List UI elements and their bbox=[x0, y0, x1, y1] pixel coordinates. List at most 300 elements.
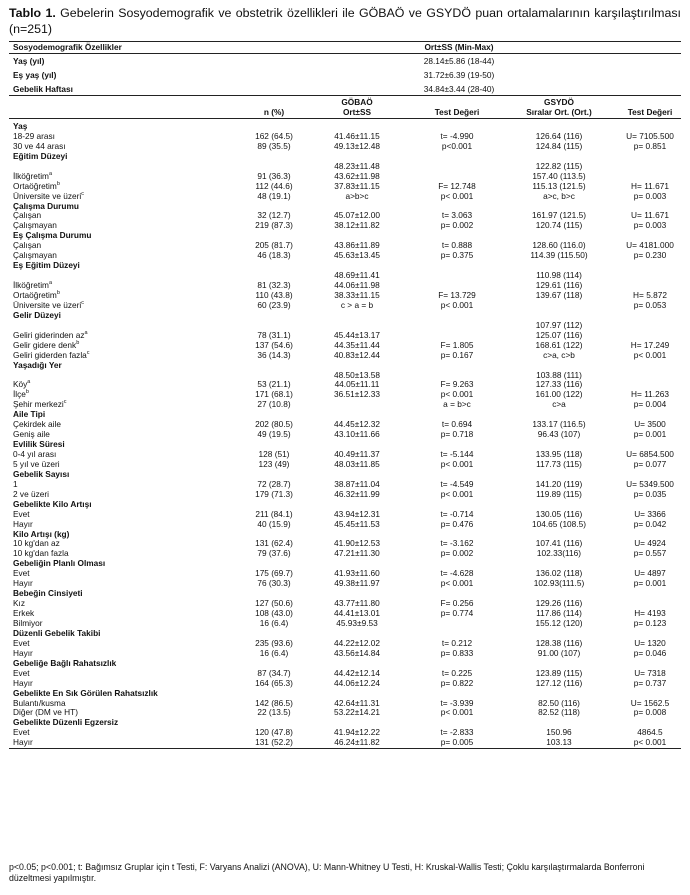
superscript: a bbox=[84, 329, 88, 336]
gobao-cell: 41.46±11.15 bbox=[334, 130, 380, 141]
row-label-text: Üniversite ve üzeri bbox=[13, 190, 82, 201]
superscript: b bbox=[76, 339, 80, 346]
row-label-text: Eş Çalışma Durumu bbox=[13, 230, 92, 241]
gsydo-cell: c>a bbox=[552, 399, 566, 410]
test2-cell: H= 11.671 bbox=[631, 180, 669, 191]
test1-cell: t= -3.162 bbox=[440, 538, 474, 549]
gobao-cell: 38.12±11.82 bbox=[334, 220, 380, 231]
gobao-cell: 40.49±11.37 bbox=[334, 449, 380, 460]
n-pct-cell: 110 (43.8) bbox=[255, 289, 293, 300]
row-label-text: 10 kg'dan az bbox=[13, 538, 60, 549]
table-row bbox=[9, 181, 681, 191]
test2-cell: p= 0.737 bbox=[633, 677, 667, 688]
row-label bbox=[13, 419, 61, 429]
n-pct-cell: 16 (6.4) bbox=[259, 618, 289, 628]
n-pct-cell: 89 (35.5) bbox=[257, 140, 291, 151]
test1-cell: t= -5.144 bbox=[440, 449, 474, 460]
test1-cell: p= 0.822 bbox=[440, 677, 474, 688]
row-label bbox=[13, 300, 84, 310]
gobao-cell: 53.22±14.21 bbox=[333, 707, 381, 718]
test2-cell: U= 4181.000 bbox=[626, 240, 674, 251]
test1-cell: p= 0.002 bbox=[440, 548, 474, 559]
demo-header-left: Sosyodemografik Özellikler bbox=[13, 42, 122, 52]
table-row bbox=[9, 678, 681, 688]
row-label-text: Gebeliğin Planlı Olması bbox=[13, 558, 106, 569]
row-label bbox=[13, 171, 52, 181]
row-label bbox=[13, 678, 33, 688]
gsydo-cell: 128.38 (116) bbox=[535, 637, 583, 648]
row-label-text: Yaşadığı Yer bbox=[13, 359, 62, 370]
row-label bbox=[13, 191, 84, 201]
col-gobao: GÖBAÖ bbox=[341, 97, 373, 107]
row-label-text: Erkek bbox=[13, 608, 35, 619]
row-label bbox=[13, 548, 69, 558]
demo-bottom-rule bbox=[9, 95, 681, 96]
row-label bbox=[13, 618, 43, 628]
table-row bbox=[9, 171, 681, 181]
gobao-cell: 48.03±11.85 bbox=[334, 458, 380, 469]
row-label-text: Çalışmayan bbox=[13, 220, 57, 231]
row-label-text: Evlilik Süresi bbox=[13, 439, 65, 450]
row-label-text: Gebelik Sayısı bbox=[13, 468, 70, 479]
gobao-cell: 36.51±12.33 bbox=[333, 389, 381, 400]
gsydo-cell: 110.98 (114) bbox=[536, 270, 582, 281]
gobao-cell: 44.05±11.11 bbox=[334, 379, 380, 390]
test1-cell: p= 0.005 bbox=[440, 737, 474, 748]
table-row bbox=[9, 131, 681, 141]
test1-cell: p= 0.002 bbox=[440, 220, 474, 231]
test1-cell: t= 0.888 bbox=[441, 240, 473, 251]
gsydo-cell: 123.89 (115) bbox=[535, 667, 583, 678]
gobao-cell: 45.63±13.45 bbox=[333, 250, 381, 261]
table-row bbox=[9, 648, 681, 658]
table-row bbox=[9, 141, 681, 151]
section-title bbox=[13, 201, 79, 211]
test2-cell: p= 0.851 bbox=[633, 140, 667, 151]
n-pct-cell: 16 (6.4) bbox=[259, 647, 289, 658]
section-title bbox=[13, 360, 62, 370]
gobao-cell: 46.24±11.82 bbox=[334, 737, 380, 748]
n-pct-cell: 131 (52.2) bbox=[255, 737, 293, 748]
table-row bbox=[9, 489, 681, 499]
row-label bbox=[13, 240, 41, 250]
n-pct-cell: 162 (64.5) bbox=[255, 130, 293, 141]
table-row bbox=[9, 419, 681, 429]
demo-value: 34.84±3.44 (28-40) bbox=[423, 84, 495, 94]
test1-cell: p= 0.167 bbox=[440, 349, 474, 360]
row-label-text: Ortaöğretim bbox=[13, 180, 57, 191]
n-pct-cell: 137 (54.6) bbox=[255, 339, 293, 350]
test2-cell: H= 5.872 bbox=[633, 289, 667, 300]
test2-cell: p= 0.004 bbox=[633, 399, 667, 410]
superscript: c bbox=[86, 349, 90, 356]
demo-row bbox=[9, 84, 681, 94]
gsydo-cell: 136.02 (118) bbox=[535, 568, 583, 579]
section-title bbox=[13, 529, 69, 539]
n-pct-cell: 27 (10.8) bbox=[257, 399, 291, 410]
row-label bbox=[13, 290, 60, 300]
table-row bbox=[9, 459, 681, 469]
row-label bbox=[13, 429, 50, 439]
test2-cell: p= 0.230 bbox=[633, 250, 667, 261]
caption-text: Gebelerin Sosyodemografik ve obstetrik özellikleri ile GÖBAÖ ve GSYDÖ puan ortalamalarının karşılaştırılması (n=251) bbox=[9, 6, 681, 36]
gobao-cell: c > a = b bbox=[340, 299, 374, 310]
row-label-text: 18-29 arası bbox=[13, 130, 55, 141]
test2-cell: p= 0.001 bbox=[633, 578, 667, 589]
test2-cell: p< 0.001 bbox=[633, 349, 667, 360]
test1-cell: F= 1.805 bbox=[440, 339, 474, 350]
demo-row bbox=[9, 70, 681, 80]
gobao-cell: 43.94±12.31 bbox=[333, 508, 381, 519]
test1-cell: p< 0.001 bbox=[440, 707, 474, 718]
test2-cell: p= 0.053 bbox=[633, 299, 667, 310]
section-title bbox=[13, 558, 105, 568]
gsydo-cell: 157.40 (113.5) bbox=[532, 170, 586, 181]
row-label-text: Düzenli Gebelik Takibi bbox=[13, 627, 101, 638]
row-label-text: Geliri giderden fazla bbox=[13, 349, 87, 360]
table-row bbox=[9, 578, 681, 588]
row-label bbox=[13, 449, 56, 459]
test1-cell: t= -0.714 bbox=[440, 508, 474, 519]
n-pct-cell: 46 (18.3) bbox=[257, 250, 291, 261]
table-row bbox=[9, 519, 681, 529]
table-row bbox=[9, 320, 681, 330]
row-label bbox=[13, 181, 60, 191]
gsydo-cell: 124.84 (115) bbox=[535, 140, 583, 151]
gsydo-cell: 168.61 (122) bbox=[535, 339, 583, 350]
section-title bbox=[13, 230, 91, 240]
test2-cell: p= 0.035 bbox=[633, 488, 667, 499]
test2-cell: p< 0.001 bbox=[633, 737, 667, 748]
gsydo-cell: 91.00 (107) bbox=[537, 647, 581, 658]
row-label bbox=[13, 638, 30, 648]
table-caption bbox=[9, 5, 681, 37]
n-pct-cell: 81 (32.3) bbox=[257, 280, 291, 291]
gsydo-cell: 103.13 bbox=[546, 737, 572, 748]
demo-value: 31.72±6.39 (19-50) bbox=[423, 70, 495, 80]
row-label-text: Hayır bbox=[13, 578, 33, 589]
table-row bbox=[9, 399, 681, 409]
test1-cell: p< 0.001 bbox=[440, 578, 474, 589]
row-label-text: Çalışma Durumu bbox=[13, 200, 79, 211]
n-pct-cell: 22 (13.5) bbox=[257, 707, 291, 718]
section-header-row bbox=[9, 310, 681, 320]
gobao-cell: 45.07±12.00 bbox=[333, 210, 381, 221]
table-row bbox=[9, 290, 681, 300]
gsydo-cell: 115.13 (121.5) bbox=[532, 180, 586, 191]
table-row bbox=[9, 270, 681, 280]
caption-label: Tablo 1. bbox=[9, 6, 56, 20]
n-pct-cell: 171 (68.1) bbox=[255, 389, 293, 400]
test2-cell: p= 0.003 bbox=[633, 220, 667, 231]
table-row bbox=[9, 250, 681, 260]
row-label bbox=[13, 479, 18, 489]
gobao-cell: 41.90±12.53 bbox=[333, 538, 381, 549]
row-label bbox=[13, 280, 52, 290]
section-header-row bbox=[9, 529, 681, 539]
row-label-text: Ortaöğretim bbox=[13, 289, 57, 300]
n-pct-cell: 142 (86.5) bbox=[255, 697, 293, 708]
test2-cell: U= 3500 bbox=[634, 419, 666, 430]
gsydo-cell: 125.07 (116) bbox=[535, 329, 583, 340]
n-pct-cell: 87 (34.7) bbox=[257, 667, 291, 678]
row-label bbox=[13, 648, 33, 658]
test2-cell: U= 7105.500 bbox=[626, 130, 674, 141]
demo-header-rule bbox=[9, 53, 681, 54]
col-gsydo: GSYDÖ bbox=[544, 97, 574, 107]
table-row bbox=[9, 668, 681, 678]
gsydo-cell: 120.74 (115) bbox=[535, 220, 583, 231]
test2-cell: p= 0.046 bbox=[633, 647, 667, 658]
row-label-text: Kilo Artışı (kg) bbox=[13, 528, 70, 539]
n-pct-cell: 127 (50.6) bbox=[255, 598, 293, 609]
column-header-rule bbox=[9, 118, 681, 119]
row-label bbox=[13, 131, 55, 141]
gsydo-cell: 141.20 (119) bbox=[535, 478, 583, 489]
row-label-text: Gebelikte Kilo Artışı bbox=[13, 498, 92, 509]
n-pct-cell: 49 (19.5) bbox=[257, 429, 291, 440]
test1-cell: p<0.001 bbox=[441, 140, 473, 151]
table-row bbox=[9, 210, 681, 220]
row-label-text: Bilmiyor bbox=[13, 618, 43, 628]
gsydo-cell: 117.86 (114) bbox=[536, 608, 582, 619]
gobao-cell: 38.87±11.04 bbox=[334, 478, 380, 489]
table-row bbox=[9, 220, 681, 230]
gobao-cell: 44.35±11.44 bbox=[334, 339, 380, 350]
row-label bbox=[13, 379, 30, 389]
test1-cell: F= 9.263 bbox=[440, 379, 474, 390]
gobao-cell: 41.93±11.60 bbox=[334, 568, 380, 579]
test2-cell: H= 11.263 bbox=[631, 389, 669, 400]
table-row bbox=[9, 280, 681, 290]
row-label-text: İlköğretim bbox=[13, 280, 49, 291]
test1-cell: t= -4.990 bbox=[440, 130, 474, 141]
gsydo-cell: 82.52 (118) bbox=[538, 707, 580, 718]
row-label-text: Kız bbox=[13, 598, 25, 609]
table-row bbox=[9, 240, 681, 250]
test1-cell: p< 0.001 bbox=[440, 299, 474, 310]
row-label bbox=[13, 330, 88, 340]
n-pct-cell: 48 (19.1) bbox=[257, 190, 291, 201]
demo-label: Eş yaş (yıl) bbox=[13, 70, 57, 80]
table-row bbox=[9, 598, 681, 608]
gobao-cell: 44.06±11.98 bbox=[334, 280, 380, 291]
n-pct-cell: 72 (28.7) bbox=[257, 478, 291, 489]
n-pct-cell: 36 (14.3) bbox=[257, 349, 291, 360]
row-label bbox=[13, 568, 30, 578]
row-label-text: Eğitim Düzeyi bbox=[13, 150, 68, 161]
section-header-row bbox=[9, 558, 681, 568]
gsydo-cell: 155.12 (120) bbox=[535, 618, 583, 628]
row-label-text: Hayır bbox=[13, 677, 33, 688]
row-label bbox=[13, 210, 41, 220]
superscript: b bbox=[56, 180, 60, 187]
demo-header-row bbox=[9, 42, 681, 52]
test1-cell: p< 0.001 bbox=[440, 190, 474, 201]
row-label-text: Diğer (DM ve HT) bbox=[13, 707, 78, 718]
section-header-row bbox=[9, 717, 681, 727]
n-pct-cell: 53 (21.1) bbox=[257, 379, 291, 390]
section-title bbox=[13, 588, 83, 598]
row-label bbox=[13, 399, 66, 409]
row-label bbox=[13, 350, 90, 360]
row-label-text: Geliri giderinden az bbox=[13, 329, 85, 340]
gobao-cell: 48.50±13.58 bbox=[333, 369, 381, 380]
row-label-text: Geniş aile bbox=[13, 429, 50, 440]
row-label bbox=[13, 608, 34, 618]
section-header-row bbox=[9, 658, 681, 668]
demo-label: Gebelik Haftası bbox=[13, 84, 73, 94]
row-label bbox=[13, 707, 78, 717]
table-row bbox=[9, 727, 681, 737]
n-pct-cell: 202 (80.5) bbox=[255, 419, 293, 430]
table-row bbox=[9, 191, 681, 201]
gsydo-cell: 126.64 (116) bbox=[535, 130, 583, 141]
row-label-text: İlköğretim bbox=[13, 170, 49, 181]
table-row bbox=[9, 638, 681, 648]
gobao-cell: a>b>c bbox=[345, 190, 369, 201]
n-pct-cell: 123 (49) bbox=[258, 458, 290, 469]
test1-cell: p= 0.375 bbox=[440, 250, 474, 261]
section-header-row bbox=[9, 439, 681, 449]
gsydo-cell: 133.95 (118) bbox=[535, 449, 583, 460]
section-header-row bbox=[9, 151, 681, 161]
section-title bbox=[13, 121, 27, 131]
row-label-text: Çekirdek aile bbox=[13, 419, 61, 430]
test1-cell: F= 13.729 bbox=[438, 289, 476, 300]
test2-cell: H= 17.249 bbox=[630, 339, 670, 350]
gsydo-cell: 96.43 (107) bbox=[537, 429, 581, 440]
test2-cell: p= 0.008 bbox=[633, 707, 667, 718]
test1-cell: F= 12.748 bbox=[438, 180, 476, 191]
col-gobao-sub: Ort±SS bbox=[342, 107, 372, 117]
superscript: c bbox=[81, 190, 84, 197]
n-pct-cell: 164 (65.3) bbox=[255, 677, 293, 688]
gsydo-cell: 129.26 (116) bbox=[535, 598, 583, 609]
test2-cell: U= 6854.500 bbox=[626, 449, 674, 460]
row-label-text: 1 bbox=[13, 478, 18, 489]
n-pct-cell: 179 (71.3) bbox=[255, 488, 293, 499]
test2-cell: U= 11.671 bbox=[631, 210, 669, 221]
table-row bbox=[9, 737, 681, 747]
section-header-row bbox=[9, 230, 681, 240]
section-header-row bbox=[9, 628, 681, 638]
gobao-cell: 44.42±12.14 bbox=[333, 667, 381, 678]
gobao-cell: 40.83±12.44 bbox=[333, 349, 381, 360]
gobao-cell: 47.21±11.30 bbox=[334, 548, 380, 559]
row-label-text: Evet bbox=[13, 667, 30, 678]
n-pct-cell: 91 (36.3) bbox=[257, 170, 291, 181]
test1-cell: t= 3.063 bbox=[441, 210, 473, 221]
table-row bbox=[9, 509, 681, 519]
test1-cell: t= 0.225 bbox=[441, 667, 473, 678]
table-row bbox=[9, 370, 681, 380]
gobao-cell: 44.06±12.24 bbox=[333, 677, 381, 688]
row-label-text: 30 ve 44 arası bbox=[13, 140, 66, 151]
section-header-row bbox=[9, 201, 681, 211]
test1-cell: p< 0.001 bbox=[440, 458, 474, 469]
row-label-text: İlçe bbox=[13, 389, 26, 400]
section-header-row bbox=[9, 588, 681, 598]
table-row bbox=[9, 698, 681, 708]
row-label-text: Evet bbox=[13, 568, 30, 579]
row-label bbox=[13, 727, 30, 737]
row-label-text: 5 yıl ve üzeri bbox=[13, 458, 60, 469]
superscript: a bbox=[48, 170, 53, 177]
row-label bbox=[13, 578, 33, 588]
row-label-text: 10 kg'dan fazla bbox=[13, 548, 69, 559]
test2-cell: p= 0.123 bbox=[633, 618, 667, 628]
row-label bbox=[13, 668, 30, 678]
gobao-cell: 42.64±11.31 bbox=[334, 697, 380, 708]
gsydo-cell: 127.12 (116) bbox=[535, 677, 583, 688]
gobao-cell: 43.62±11.98 bbox=[334, 170, 380, 181]
gobao-cell: 48.23±11.48 bbox=[334, 160, 380, 171]
gsydo-cell: 139.67 (118) bbox=[535, 289, 583, 300]
n-pct-cell: 112 (44.6) bbox=[255, 180, 293, 191]
col-test1: Test Değeri bbox=[434, 107, 480, 117]
section-title bbox=[13, 499, 92, 509]
column-header-row-1 bbox=[9, 97, 681, 107]
gobao-cell: 37.83±11.15 bbox=[334, 180, 380, 191]
gsydo-cell: 150.96 bbox=[546, 727, 572, 738]
row-label-text: Hayır bbox=[13, 647, 33, 658]
row-label-text: Gebelikte En Sık Görülen Rahatsızlık bbox=[13, 687, 158, 698]
section-header-row bbox=[9, 469, 681, 479]
test1-cell: t= -2.833 bbox=[440, 727, 474, 738]
test1-cell: t= -3.939 bbox=[440, 697, 474, 708]
gobao-cell: 43.77±11.80 bbox=[334, 598, 380, 609]
table-row bbox=[9, 479, 681, 489]
test2-cell: p= 0.001 bbox=[633, 429, 667, 440]
row-label bbox=[13, 141, 66, 151]
demo-label: Yaş (yıl) bbox=[13, 56, 45, 66]
row-label-text: 2 ve üzeri bbox=[13, 488, 49, 499]
section-title bbox=[13, 628, 100, 638]
gobao-cell: 43.10±11.66 bbox=[334, 429, 380, 440]
test2-cell: U= 3366 bbox=[634, 508, 666, 519]
row-label bbox=[13, 389, 29, 399]
section-header-row bbox=[9, 409, 681, 419]
gobao-cell: 41.94±12.22 bbox=[333, 727, 381, 738]
table-row bbox=[9, 429, 681, 439]
column-header-row-2 bbox=[9, 107, 681, 117]
gsydo-cell: 133.17 (116.5) bbox=[532, 419, 586, 430]
gsydo-cell: 102.33(116) bbox=[536, 548, 582, 559]
section-header-row bbox=[9, 688, 681, 698]
gsydo-cell: 103.88 (111) bbox=[536, 369, 582, 380]
table-row bbox=[9, 379, 681, 389]
row-label-text: Eş Eğitim Düzeyi bbox=[13, 260, 80, 271]
table-row bbox=[9, 568, 681, 578]
test1-cell: p= 0.718 bbox=[440, 429, 474, 440]
row-label bbox=[13, 489, 49, 499]
gsydo-cell: 102.93(111.5) bbox=[533, 578, 585, 589]
gobao-cell: 45.44±13.17 bbox=[333, 329, 381, 340]
test1-cell: p< 0.001 bbox=[440, 389, 474, 400]
row-label bbox=[13, 737, 33, 747]
test2-cell: U= 4897 bbox=[634, 568, 666, 579]
table-row bbox=[9, 389, 681, 399]
n-pct-cell: 219 (87.3) bbox=[255, 220, 293, 231]
n-pct-cell: 60 (23.9) bbox=[257, 299, 291, 310]
table-row bbox=[9, 548, 681, 558]
table-row bbox=[9, 330, 681, 340]
test1-cell: p= 0.774 bbox=[440, 608, 474, 619]
gsydo-cell: 127.33 (116) bbox=[535, 379, 583, 390]
test2-cell: p= 0.003 bbox=[633, 190, 667, 201]
n-pct-cell: 131 (62.4) bbox=[255, 538, 293, 549]
